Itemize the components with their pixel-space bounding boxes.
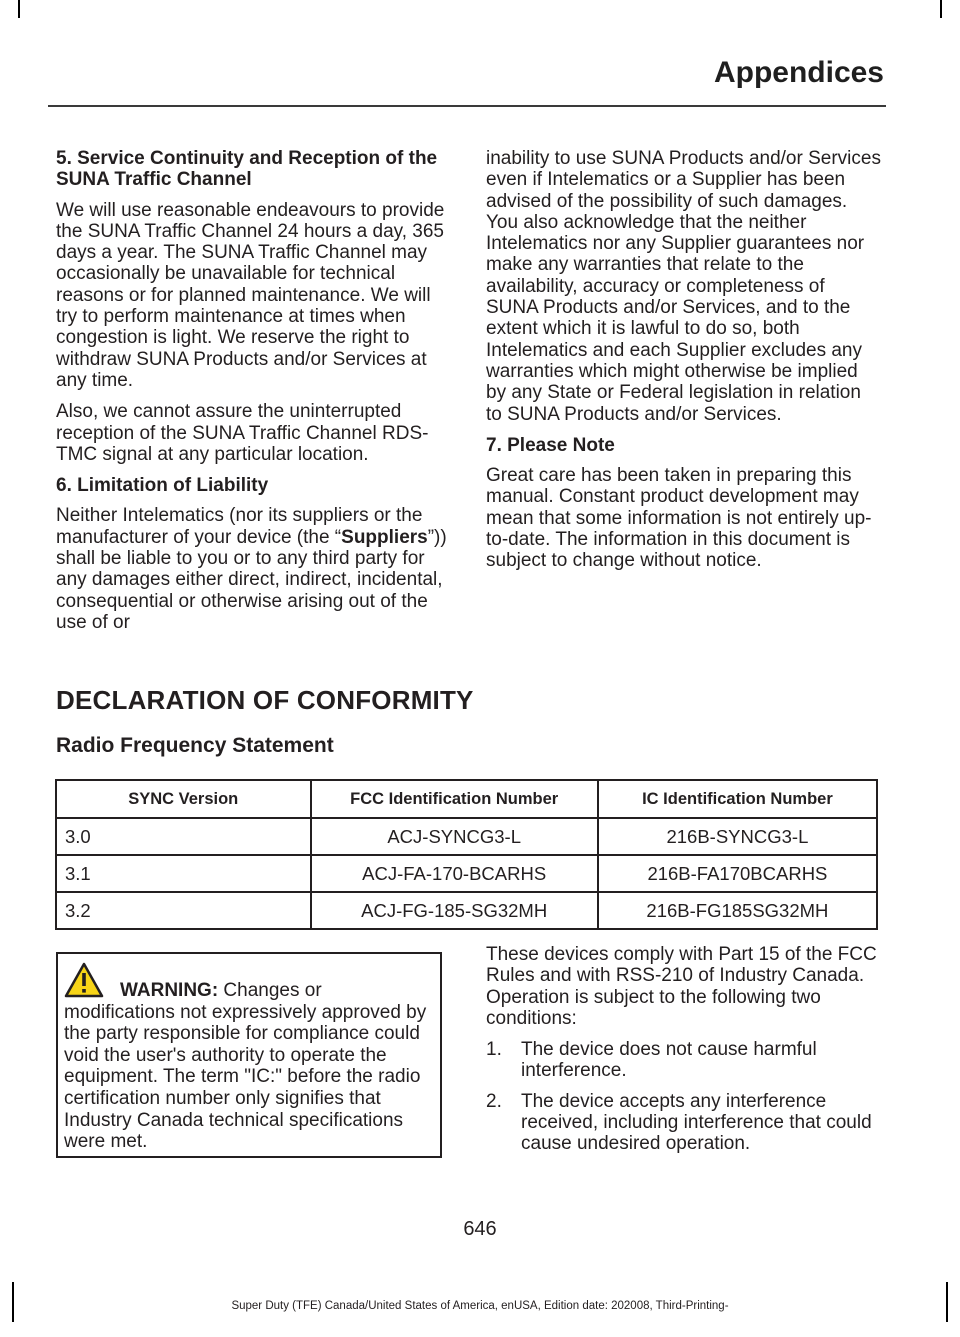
left-column	[56, 148, 448, 643]
warning-triangle-icon	[64, 962, 104, 998]
list-item	[486, 1091, 881, 1155]
radio-frequency-subtitle: Radio Frequency Statement	[56, 734, 334, 757]
cell-fcc-id: ACJ-FG-185-SG32MH	[311, 892, 598, 929]
section-5-paragraph-2: Also, we cannot assure the uninterrupted reception of the SUNA Traffic Channel RDS-TMC signal at any particular location.	[56, 401, 429, 465]
section-6-continuation: inability to use SUNA Products and/or Services even if Intelematics or a Supplier has been advised of the possibility of such damages. You also acknowledge that the neither Intelematics nor any Supplier guarantees nor make any warranties that relate to the availability, accuracy or completeness of SUNA Products and/or Services, and to the extent which it is lawful to do so, both Intelematics and each Supplier excludes any warranties which might otherwise be implied by any State or Federal legislation in relation to SUNA Products and/or Services.	[486, 148, 881, 425]
list-item-number: 2.	[486, 1090, 502, 1112]
section-5-paragraph-1: We will use reasonable endeavours to provide the SUNA Traffic Channel 24 hours a day, 365 days a year. The SUNA Traffic Channel may occasionally be unavailable for technical reasons or for planned maintenance. We will try to perform maintenance at times when congestion is light. We reserve the right to withdraw SUNA Products and/or Services at any time.	[56, 199, 445, 391]
crop-mark-top-right	[940, 0, 942, 18]
header-divider	[48, 105, 886, 107]
compliance-conditions-list	[486, 1039, 881, 1154]
right-column	[486, 148, 881, 582]
section-6-paragraph	[56, 505, 448, 633]
column-header-ic-id: IC Identification Number	[598, 780, 877, 818]
table-row	[56, 855, 877, 892]
cell-ic-id: 216B-FG185SG32MH	[598, 892, 877, 929]
cell-sync-version: 3.1	[56, 855, 311, 892]
page-header-title: Appendices	[713, 56, 884, 89]
list-item-number: 1.	[486, 1039, 502, 1061]
section-6-heading: 6. Limitation of Liability	[56, 475, 269, 497]
list-item-text: The device accepts any interference received, including interference that could cause undesired operation.	[521, 1090, 872, 1155]
page-number: 646	[463, 1218, 497, 1240]
cell-ic-id: 216B-SYNCG3-L	[598, 818, 877, 855]
section-6-text-a: Neither Intelematics (nor its suppliers or the manufacturer of your device (the “	[56, 505, 423, 548]
rf-identification-table	[55, 779, 878, 930]
cell-sync-version: 3.0	[56, 818, 311, 855]
column-header-fcc-id: FCC Identification Number	[311, 780, 598, 818]
section-6-text-b: ”)) shall be liable to you or to any third party for any damages either direct, indirect, incidental, consequential or otherwise arising out of the use of or	[56, 526, 447, 633]
cell-fcc-id: ACJ-FA-170-BCARHS	[311, 855, 598, 892]
list-item-text: The device does not cause harmful interference.	[521, 1039, 817, 1082]
section-7-heading: 7. Please Note	[486, 434, 615, 456]
suppliers-term: Suppliers	[341, 526, 428, 548]
table-header-row	[56, 780, 877, 818]
footer-edition-text: Super Duty (TFE) Canada/United States of America, enUSA, Edition date: 202008, Third-Printing-	[231, 1300, 729, 1312]
warning-label: WARNING:	[120, 980, 219, 1001]
cell-fcc-id: ACJ-SYNCG3-L	[311, 818, 598, 855]
section-7-paragraph: Great care has been taken in preparing this manual. Constant product development may mean that some information is not entirely up-to-date. The information in this document is subject to change without notice.	[486, 465, 872, 572]
warning-text: Changes or modifications not expressively approved by the party responsible for compliance could void the user's authority to operate the equipment. The term "IC:" before the radio certification number only signifies that Industry Canada technical specifications were met.	[64, 980, 427, 1153]
warning-box	[56, 952, 442, 1158]
table-row	[56, 892, 877, 929]
compliance-intro: These devices comply with Part 15 of the FCC Rules and with RSS-210 of Industry Canada. Operation is subject to the following two conditions:	[486, 944, 877, 1029]
section-5-heading: 5. Service Continuity and Reception of the SUNA Traffic Channel	[56, 148, 438, 191]
cell-ic-id: 216B-FA170BCARHS	[598, 855, 877, 892]
list-item	[486, 1039, 881, 1082]
table-row	[56, 818, 877, 855]
declaration-title: DECLARATION OF CONFORMITY	[56, 685, 474, 715]
column-header-sync-version: SYNC Version	[56, 780, 311, 818]
crop-mark-top-left	[18, 0, 20, 18]
cell-sync-version: 3.2	[56, 892, 311, 929]
compliance-section	[486, 944, 881, 1164]
